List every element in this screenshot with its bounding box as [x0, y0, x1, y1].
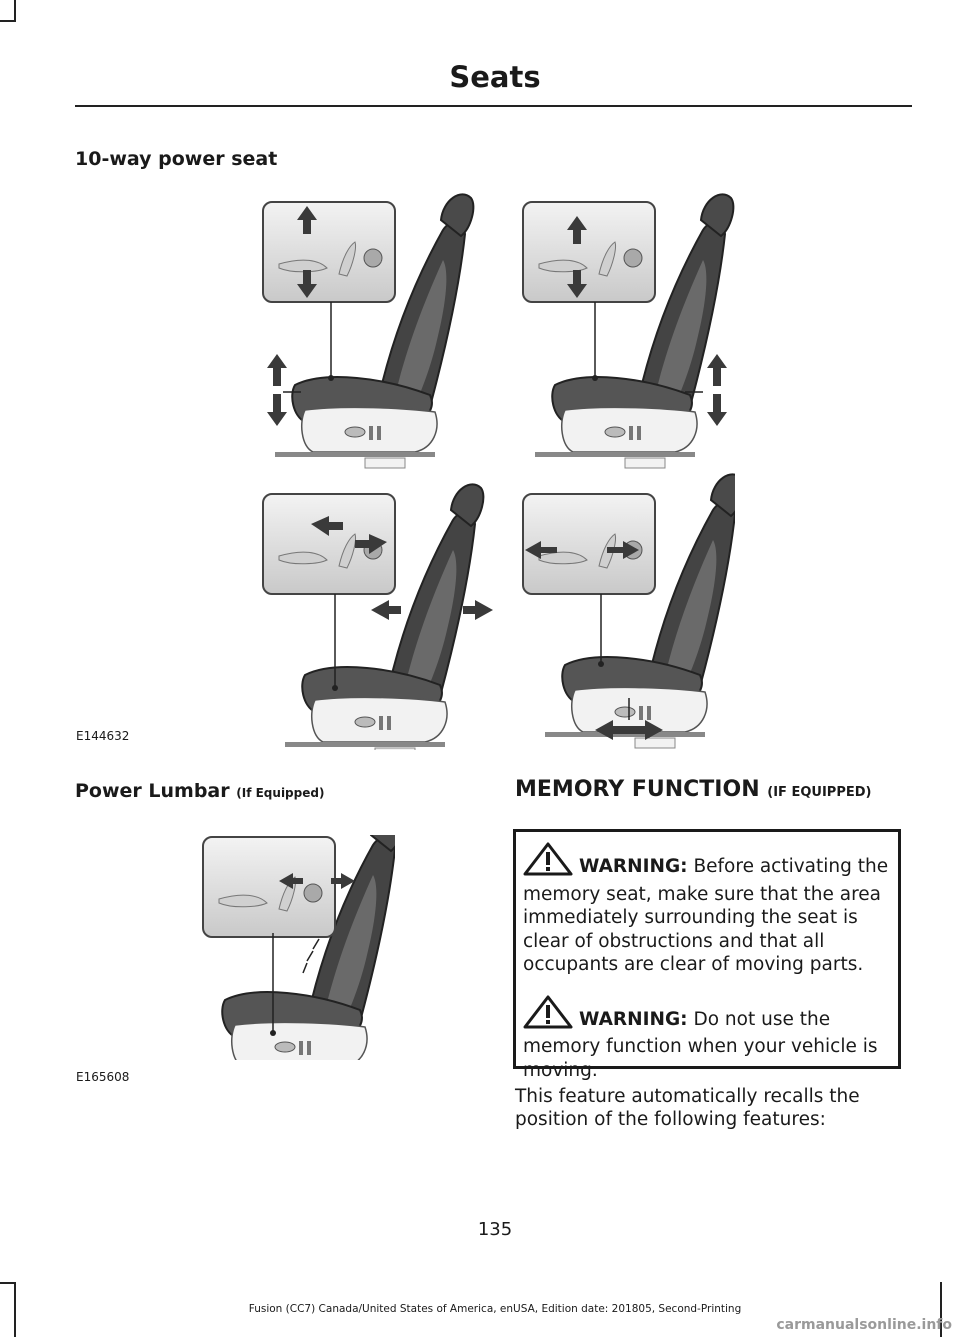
- section-title-10-way: 10-way power seat: [75, 148, 278, 170]
- section-title-lumbar: Power Lumbar (If Equipped): [75, 780, 325, 802]
- crop-mark: [0, 20, 16, 22]
- figure-code: E144632: [76, 729, 130, 743]
- seat-illustration: [255, 190, 735, 750]
- header-rule: [75, 105, 912, 107]
- page-number: 135: [477, 1219, 513, 1240]
- chapter-title: Seats: [449, 60, 541, 94]
- crop-mark: [14, 0, 16, 22]
- watermark: carmanualsonline.info: [776, 1317, 952, 1333]
- warning-box: [513, 829, 901, 1081]
- warning-1: WARNING: Before activating the memory seat, make sure that the area immediately surrounding the seat is clear of obstructions and that all occupants are clear of moving parts.: [523, 842, 892, 977]
- lumbar-seat-illustration: [195, 835, 395, 1060]
- crop-mark: [0, 1282, 16, 1284]
- page-footer: Fusion (CC7) Canada/United States of America, enUSA, Edition date: 201805, Second-Printing: [248, 1303, 742, 1315]
- section-title-memory: MEMORY FUNCTION (IF EQUIPPED): [515, 777, 872, 802]
- warning-triangle-icon: [523, 842, 579, 883]
- warning-2: WARNING: Do not use the memory function when your vehicle is moving.: [523, 995, 892, 1083]
- memory-description: This feature automatically recalls the position of the following features:: [515, 1086, 860, 1130]
- warning-triangle-icon: [523, 995, 579, 1036]
- figure-code: E165608: [76, 1070, 130, 1084]
